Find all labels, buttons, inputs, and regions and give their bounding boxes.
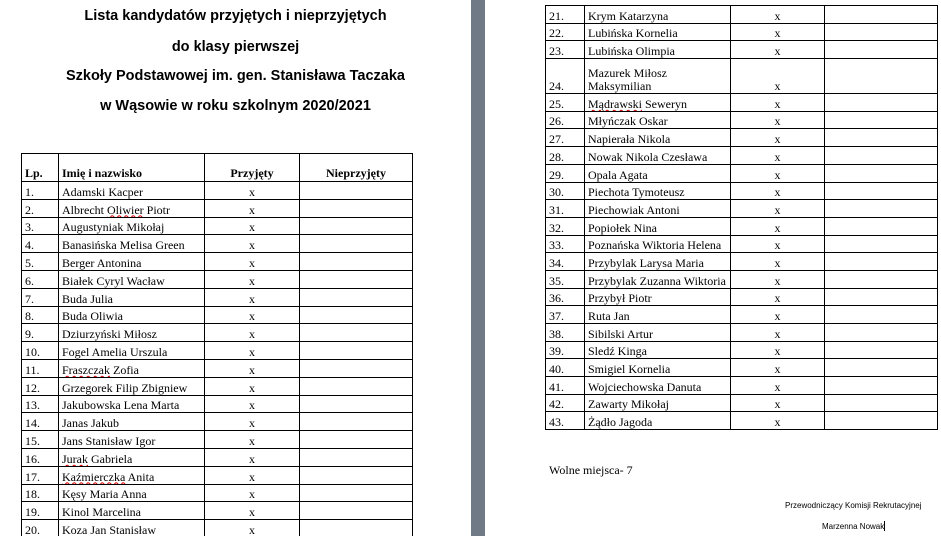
row-number: 10. [22,342,59,360]
candidate-name: Jurak Gabriela [59,448,205,466]
table-row [546,41,938,59]
accepted-mark: x [731,359,825,377]
candidate-name: Wojciechowska Danuta [585,377,731,395]
rejected-mark [825,200,938,218]
table-row [546,306,938,324]
rejected-mark [300,395,413,413]
page-gap [471,0,485,536]
table-row [546,270,938,288]
rejected-mark [825,23,938,41]
accepted-mark: x [731,59,825,94]
table-row [22,413,413,431]
row-number: 13. [22,395,59,413]
accepted-mark: x [731,6,825,24]
rejected-mark [825,306,938,324]
row-number: 34. [546,253,585,271]
candidate-name: Nowak Nikola Czesława [585,147,731,165]
spellcheck-underline: Mądrawski [588,96,642,111]
candidate-name: Piechota Tymoteusz [585,182,731,200]
accepted-mark: x [205,217,300,235]
row-number: 33. [546,235,585,253]
rejected-mark [300,182,413,200]
row-number: 39. [546,341,585,359]
accepted-mark: x [731,253,825,271]
row-number: 22. [546,23,585,41]
row-number: 7. [22,288,59,306]
rejected-mark [825,111,938,129]
candidate-name: Żądło Jagoda [585,412,731,430]
rejected-mark [300,342,413,360]
rejected-mark [825,341,938,359]
table-row [546,200,938,218]
candidate-name: Fogel Amelia Urszula [59,342,205,360]
candidate-name: Grzegorek Filip Zbigniew [59,377,205,395]
rejected-mark [825,59,938,94]
title-line-1: Lista kandydatów przyjętych i nieprzyjętych [84,8,387,24]
candidate-name: Przybylak Zuzanna Wiktoria [585,270,731,288]
rejected-mark [300,431,413,449]
candidate-name: Krym Katarzyna [585,6,731,24]
table-row [22,377,413,395]
candidate-name: Kaźmierczka Anita [59,466,205,484]
rejected-mark [825,270,938,288]
row-number: 26. [546,111,585,129]
row-number: 36. [546,288,585,306]
candidate-name: Ruta Jan [585,306,731,324]
accepted-mark: x [205,324,300,342]
row-number: 32. [546,217,585,235]
candidate-name: Poznańska Wiktoria Helena [585,235,731,253]
row-number: 23. [546,41,585,59]
accepted-mark: x [205,270,300,288]
rejected-mark [300,235,413,253]
candidate-name: Zawarty Mikołaj [585,394,731,412]
candidate-name: Popiołek Nina [585,217,731,235]
row-number: 20. [22,520,59,536]
row-number: 42. [546,394,585,412]
row-number: 8. [22,306,59,324]
header-rejected: Nieprzyjęty [300,154,413,182]
row-number: 43. [546,412,585,430]
rejected-mark [300,359,413,377]
table-header-row [22,154,413,182]
accepted-mark: x [205,288,300,306]
row-number: 21. [546,6,585,24]
accepted-mark: x [731,217,825,235]
candidate-name: Młyńczak Oskar [585,111,731,129]
rejected-mark [300,324,413,342]
candidate-name: Fraszczak Zofia [59,359,205,377]
rejected-mark [825,6,938,24]
row-number: 40. [546,359,585,377]
table-row [22,306,413,324]
candidate-name-line-1: Mazurek Miłosz [588,66,667,81]
accepted-mark: x [205,520,300,536]
accepted-mark: x [205,413,300,431]
rejected-mark [825,164,938,182]
rejected-mark [825,377,938,395]
accepted-mark: x [731,94,825,112]
accepted-mark: x [205,395,300,413]
row-number: 27. [546,129,585,147]
candidate-name: Opala Agata [585,164,731,182]
table-row [22,502,413,520]
candidates-table-part-2 [545,5,938,430]
table-row [546,341,938,359]
spellcheck-underline: Kaźmierczka [62,469,126,484]
accepted-mark: x [731,412,825,430]
rejected-mark [825,288,938,306]
candidate-name: Buda Julia [59,288,205,306]
row-number: 29. [546,164,585,182]
accepted-mark: x [731,200,825,218]
table-row [546,147,938,165]
candidate-name: Banasińska Melisa Green [59,235,205,253]
rejected-mark [825,94,938,112]
table-row [22,182,413,200]
table-row [546,288,938,306]
rejected-mark [300,199,413,217]
accepted-mark: x [731,306,825,324]
accepted-mark: x [731,164,825,182]
candidate-name: Piechowiak Antoni [585,200,731,218]
rejected-mark [825,394,938,412]
row-number: 18. [22,484,59,502]
committee-chair-name [822,521,885,531]
candidate-name: Albrecht Oliwier Piotr [59,199,205,217]
candidate-name [585,59,731,94]
row-number: 37. [546,306,585,324]
row-number: 15. [22,431,59,449]
candidate-name: Smigiel Kornelia [585,359,731,377]
row-number: 17. [22,466,59,484]
accepted-mark: x [205,448,300,466]
table-row [546,217,938,235]
table-row [22,395,413,413]
rejected-mark [825,253,938,271]
table-row [22,484,413,502]
row-number: 16. [22,448,59,466]
accepted-mark: x [731,147,825,165]
rejected-mark [300,253,413,271]
table-row [546,394,938,412]
header-accepted: Przyjęty [205,154,300,182]
rejected-mark [300,288,413,306]
accepted-mark: x [205,342,300,360]
candidate-name: Sibilski Artur [585,324,731,342]
accepted-mark: x [205,377,300,395]
accepted-mark: x [205,502,300,520]
table-row [546,235,938,253]
table-row [546,164,938,182]
candidate-name: Lubińska Olimpia [585,41,731,59]
candidate-name: Janas Jakub [59,413,205,431]
table-row [22,253,413,271]
candidate-name: Napierała Nikola [585,129,731,147]
candidate-name: Koza Jan Stanisław [59,520,205,536]
table-row [22,235,413,253]
accepted-mark: x [731,377,825,395]
candidate-name: Jans Stanisław Igor [59,431,205,449]
table-row [546,23,938,41]
title-line-3: Szkoły Podstawowej im. gen. Stanisława Taczaka [66,68,405,84]
rejected-mark [825,41,938,59]
rejected-mark [300,306,413,324]
table-row [546,377,938,395]
candidate-name: Jakubowska Lena Marta [59,395,205,413]
rejected-mark [300,413,413,431]
table-row [22,270,413,288]
table-row [546,59,938,94]
candidate-name: Adamski Kacper [59,182,205,200]
table-row [546,6,938,24]
accepted-mark: x [205,359,300,377]
rejected-mark [300,502,413,520]
row-number: 1. [22,182,59,200]
row-number: 31. [546,200,585,218]
accepted-mark: x [731,288,825,306]
table-row [22,342,413,360]
table-row [546,129,938,147]
text-cursor [884,521,885,531]
accepted-mark: x [731,41,825,59]
table-row [22,324,413,342]
row-number: 11. [22,359,59,377]
rejected-mark [300,466,413,484]
candidate-name: Przybył Piotr [585,288,731,306]
accepted-mark: x [731,235,825,253]
rejected-mark [300,377,413,395]
rejected-mark [825,412,938,430]
rejected-mark [825,359,938,377]
spellcheck-underline: Oliwier [106,202,144,217]
table-row [22,448,413,466]
header-lp: Lp. [22,154,59,182]
row-number: 3. [22,217,59,235]
document-page-right [485,0,941,536]
title-line-2: do klasy pierwszej [171,39,300,55]
candidate-name: Sledź Kinga [585,341,731,359]
accepted-mark: x [205,199,300,217]
row-number: 24. [546,59,585,94]
table-row [22,217,413,235]
row-number: 14. [22,413,59,431]
accepted-mark: x [731,341,825,359]
accepted-mark: x [731,324,825,342]
row-number: 30. [546,182,585,200]
accepted-mark: x [205,235,300,253]
accepted-mark: x [731,182,825,200]
table-row [22,288,413,306]
table-row [22,520,413,536]
accepted-mark: x [731,394,825,412]
rejected-mark [300,270,413,288]
rejected-mark [825,324,938,342]
table-row [546,94,938,112]
row-number: 35. [546,270,585,288]
table-row [546,111,938,129]
row-number: 5. [22,253,59,271]
rejected-mark [300,484,413,502]
table-row [546,182,938,200]
table-row [22,466,413,484]
row-number: 25. [546,94,585,112]
rejected-mark [825,129,938,147]
accepted-mark: x [731,129,825,147]
accepted-mark: x [731,111,825,129]
table-row [546,253,938,271]
accepted-mark: x [205,431,300,449]
accepted-mark: x [205,182,300,200]
spellcheck-underline: Jurak [62,451,88,466]
candidate-name: Przybylak Larysa Maria [585,253,731,271]
title-line-4: w Wąsowie w roku szkolnym 2020/2021 [100,98,371,114]
accepted-mark: x [205,466,300,484]
accepted-mark: x [731,23,825,41]
row-number: 28. [546,147,585,165]
candidate-name: Dziurzyński Miłosz [59,324,205,342]
rejected-mark [825,147,938,165]
spellcheck-underline: Fraszczak [62,362,110,377]
table-row [546,324,938,342]
candidate-name-line-2: Maksymilian [588,79,652,94]
candidate-name: Lubińska Kornelia [585,23,731,41]
candidate-name: Augustyniak Mikołaj [59,217,205,235]
candidate-name: Mądrawski Seweryn [585,94,731,112]
row-number: 6. [22,270,59,288]
candidate-name: Berger Antonina [59,253,205,271]
chair-name-text: Marzenna Nowak [822,522,885,531]
accepted-mark: x [205,484,300,502]
committee-chair-title: Przewodniczący Komisji Rekrutacyjnej [785,501,922,510]
row-number: 9. [22,324,59,342]
table-row [22,431,413,449]
candidate-name: Kęsy Maria Anna [59,484,205,502]
rejected-mark [825,217,938,235]
accepted-mark: x [731,270,825,288]
header-name: Imię i nazwisko [59,154,205,182]
free-places-note: Wolne miejsca- 7 [549,463,633,477]
candidate-name: Buda Oliwia [59,306,205,324]
candidates-table-part-1 [21,153,413,536]
table-row [546,359,938,377]
rejected-mark [300,520,413,536]
accepted-mark: x [205,253,300,271]
row-number: 12. [22,377,59,395]
rejected-mark [825,235,938,253]
table-row [546,412,938,430]
row-number: 38. [546,324,585,342]
candidate-name: Białek Cyryl Wacław [59,270,205,288]
row-number: 2. [22,199,59,217]
accepted-mark: x [205,306,300,324]
rejected-mark [825,182,938,200]
table-row [22,359,413,377]
candidate-name: Kinol Marcelina [59,502,205,520]
row-number: 19. [22,502,59,520]
row-number: 41. [546,377,585,395]
rejected-mark [300,217,413,235]
rejected-mark [300,448,413,466]
table-row [22,199,413,217]
row-number: 4. [22,235,59,253]
